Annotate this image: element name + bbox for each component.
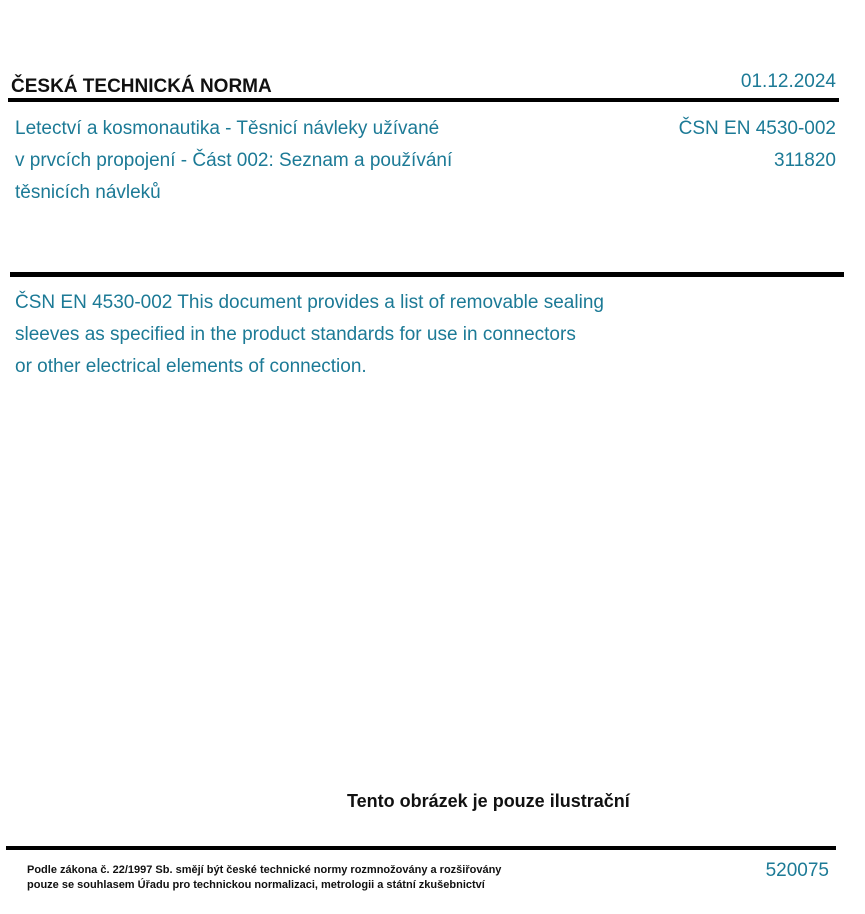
standard-identifier: [679, 113, 836, 177]
legal-line: Podle zákona č. 22/1997 Sb. smějí být české technické normy rozmnožovány a rozšiřovány: [27, 864, 502, 876]
classification-number: 311820: [774, 150, 836, 171]
title-line: těsnicích návleků: [15, 182, 161, 203]
document-annotation: [15, 287, 715, 383]
annotation-line: ČSN EN 4530-002 This document provides a list of removable sealing: [15, 292, 604, 313]
title-line: Letectví a kosmonautika - Těsnicí návleky užívané: [15, 118, 440, 139]
standard-designation: ČSN EN 4530-002: [678, 118, 836, 139]
footer-code: 520075: [765, 860, 829, 881]
section-divider: [10, 272, 844, 277]
header-divider: [8, 98, 839, 102]
title-line: v prvcích propojení - Část 002: Seznam a používání: [15, 150, 453, 171]
legal-line: pouze se souhlasem Úřadu pro technickou normalizaci, metrologii a státní zkušebnictví: [27, 879, 485, 891]
publication-date: 01.12.2024: [740, 71, 836, 92]
annotation-line: sleeves as specified in the product standards for use in connectors: [15, 324, 576, 345]
annotation-line: or other electrical elements of connection.: [15, 356, 367, 377]
footer-divider: [6, 846, 836, 850]
illustration-notice: Tento obrázek je pouze ilustrační: [347, 791, 630, 811]
legal-notice: [27, 863, 501, 893]
document-type-heading: ČESKÁ TECHNICKÁ NORMA: [11, 76, 272, 97]
document-title: [15, 113, 575, 209]
